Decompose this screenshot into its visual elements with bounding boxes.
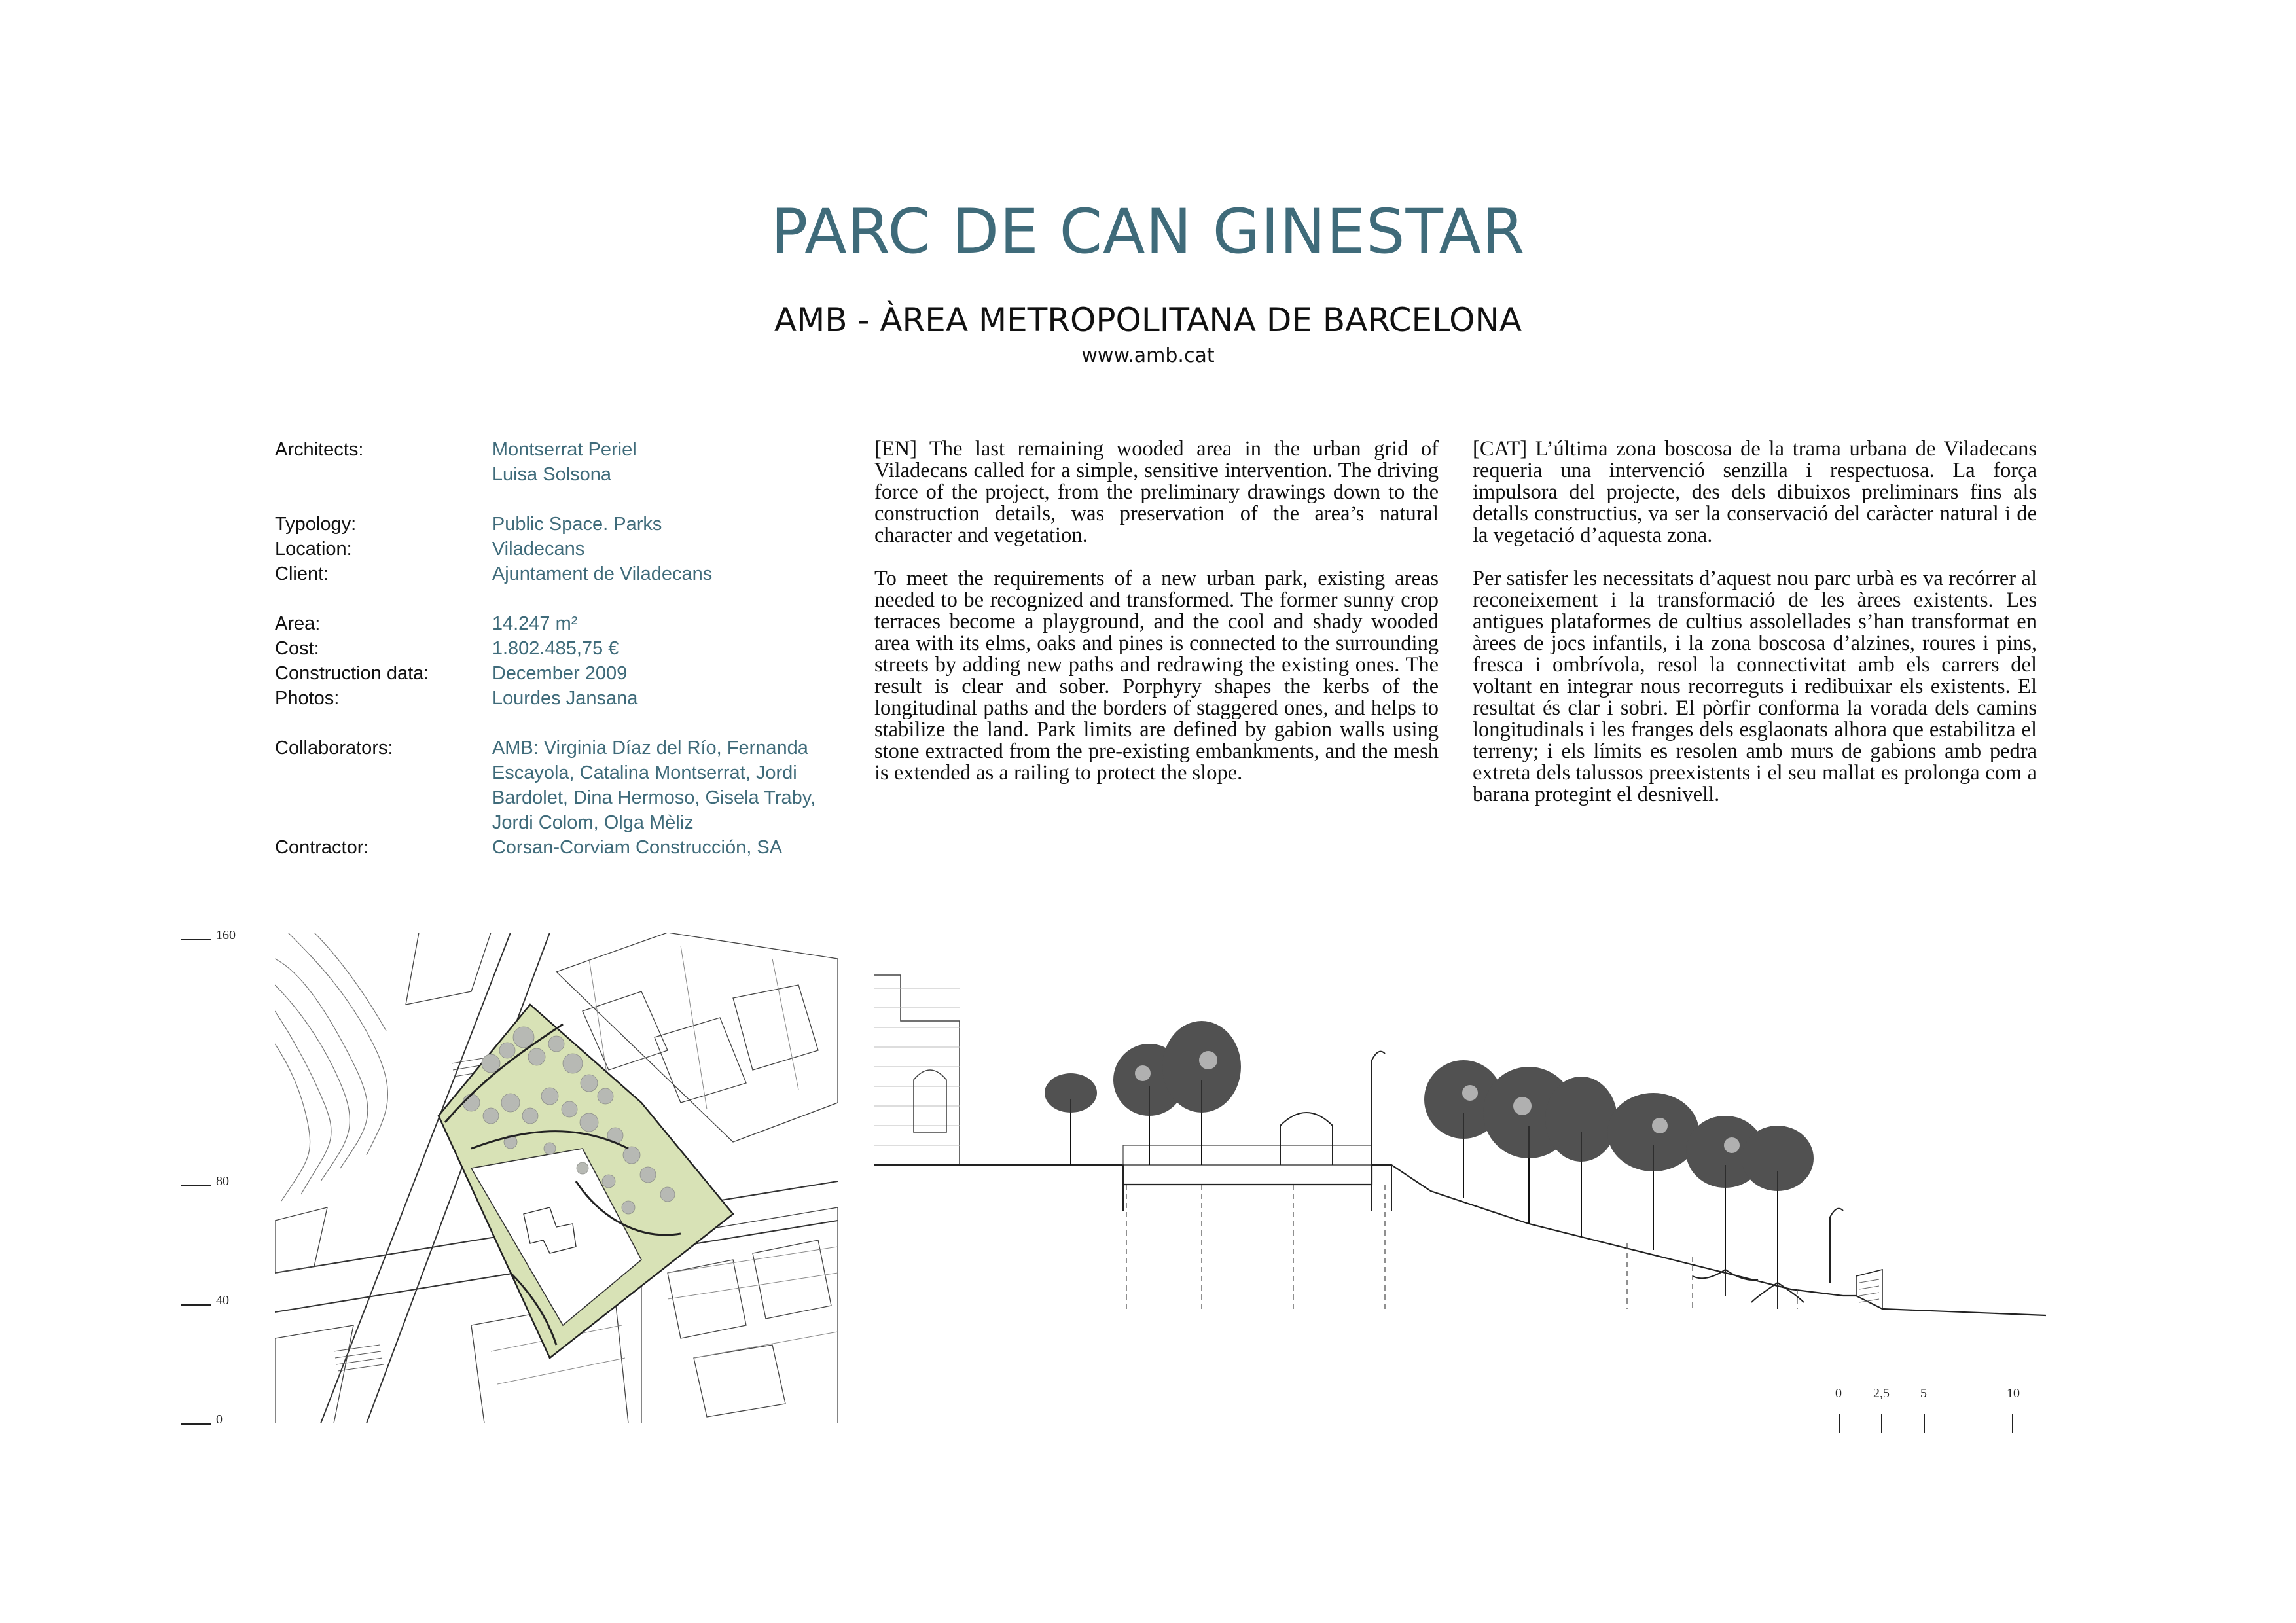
site-section-drawing bbox=[874, 969, 2053, 1322]
client-value: Ajuntament de Viladecans bbox=[492, 563, 713, 584]
client-label: Client: bbox=[275, 563, 329, 584]
collaborators-line-3: Bardolet, Dina Hermoso, Gisela Traby, bbox=[492, 787, 816, 808]
photos-value: Lourdes Jansana bbox=[492, 688, 638, 709]
page-title: PARC DE CAN GINESTAR bbox=[770, 196, 1526, 268]
cost-label: Cost: bbox=[275, 638, 319, 659]
project-info bbox=[275, 437, 844, 860]
section-scale-0: 0 bbox=[1835, 1386, 1842, 1400]
contractor-value: Corsan-Corviam Construcción, SA bbox=[492, 837, 783, 858]
architects-label: Architects: bbox=[275, 439, 364, 460]
plan-scale-160: 160 bbox=[216, 928, 236, 942]
architect-1: Montserrat Periel bbox=[492, 439, 637, 460]
text-cat-paragraph-2: Per satisfer les necessitats d’aquest nou parc urbà es va recórrer al reconeixement i la transformació de les àrees existents. Les antigues plataformes de cultius assolellades s’han transformat en àrees de jocs infantils, i la zona boscosa d’alzines, roures i pins, fresca i ombrívola, resol la connectivitat amb els carrers del voltant en integrar nous recorreguts i redibuixar els existents. El resultat és clar i sobri. El pòrfir conforma la vorada dels camins longitudinals i les franges dels esglaonats alhora que estabilitza el terreny; i els límits es resolen amb murs de gabions amb pedra extreta dels talussos preexistents i el seu mallat es prolonga com a barana protegint el desnivell. bbox=[1473, 567, 2037, 806]
text-catalan bbox=[1473, 438, 2037, 827]
location-label: Location: bbox=[275, 539, 352, 560]
website-url: www.amb.cat bbox=[1081, 344, 1215, 367]
cost-value: 1.802.485,75 € bbox=[492, 638, 619, 659]
contractor-label: Contractor: bbox=[275, 837, 369, 858]
section-scale-ticks bbox=[1833, 1400, 2055, 1440]
collaborators-line-4: Jordi Colom, Olga Mèliz bbox=[492, 812, 694, 833]
construction-value: December 2009 bbox=[492, 663, 628, 684]
construction-label: Construction data: bbox=[275, 663, 429, 684]
text-en-paragraph-2: To meet the requirements of a new urban park, existing areas needed to be recognized and transformed. The former sunny crop terraces become a playground, and the cool and shady wooded area with its elms, oaks and pines is connected to the surrounding streets by adding new paths and redrawing the existing ones. The result is clear and sober. Porphyry shapes the kerbs of the longitudinal paths and the borders of staggered ones, and helps to stabilize the land. Park limits are defined by gabion walls using stone extracted from the pre-existing embankments, and the mesh is extended as a railing to protect the slope. bbox=[874, 567, 1439, 785]
area-value: 14.247 m² bbox=[492, 613, 578, 634]
collaborators-line-1: AMB: Virginia Díaz del Río, Fernanda bbox=[492, 738, 808, 758]
text-cat-paragraph-1: [CAT] L’última zona boscosa de la trama urbana de Viladecans requeria una intervenció senzilla i respectuosa. La força impulsora del projecte, des dels dibuixos preliminars fins als detalls constructius, va ser la conservació del caràcter natural i de la vegetació d’aquesta zona. bbox=[1473, 437, 2037, 547]
photos-label: Photos: bbox=[275, 688, 340, 709]
section-scale-5: 5 bbox=[1920, 1386, 1927, 1400]
text-en-paragraph-1: [EN] The last remaining wooded area in the urban grid of Viladecans called for a simple, sensitive intervention. The driving force of the project, from the preliminary drawings down to the construction details, was preservation of the area’s natural character and vegetation. bbox=[874, 437, 1439, 547]
location-value: Viladecans bbox=[492, 539, 585, 560]
typology-label: Typology: bbox=[275, 514, 357, 535]
plan-scale-0: 0 bbox=[216, 1412, 223, 1427]
section-scale-10: 10 bbox=[2007, 1386, 2020, 1400]
collaborators-line-2: Escayola, Catalina Montserrat, Jordi bbox=[492, 762, 797, 783]
area-label: Area: bbox=[275, 613, 321, 634]
collaborators-label: Collaborators: bbox=[275, 738, 393, 758]
architect-2: Luisa Solsona bbox=[492, 464, 612, 485]
subtitle: AMB - ÀREA METROPOLITANA DE BARCELONA bbox=[774, 301, 1522, 339]
typology-value: Public Space. Parks bbox=[492, 514, 662, 535]
plan-scale-40: 40 bbox=[216, 1293, 229, 1308]
plan-scale-80: 80 bbox=[216, 1174, 229, 1188]
section-scale-2-5: 2,5 bbox=[1873, 1386, 1890, 1400]
site-plan-drawing bbox=[275, 933, 838, 1423]
text-english bbox=[874, 438, 1439, 806]
